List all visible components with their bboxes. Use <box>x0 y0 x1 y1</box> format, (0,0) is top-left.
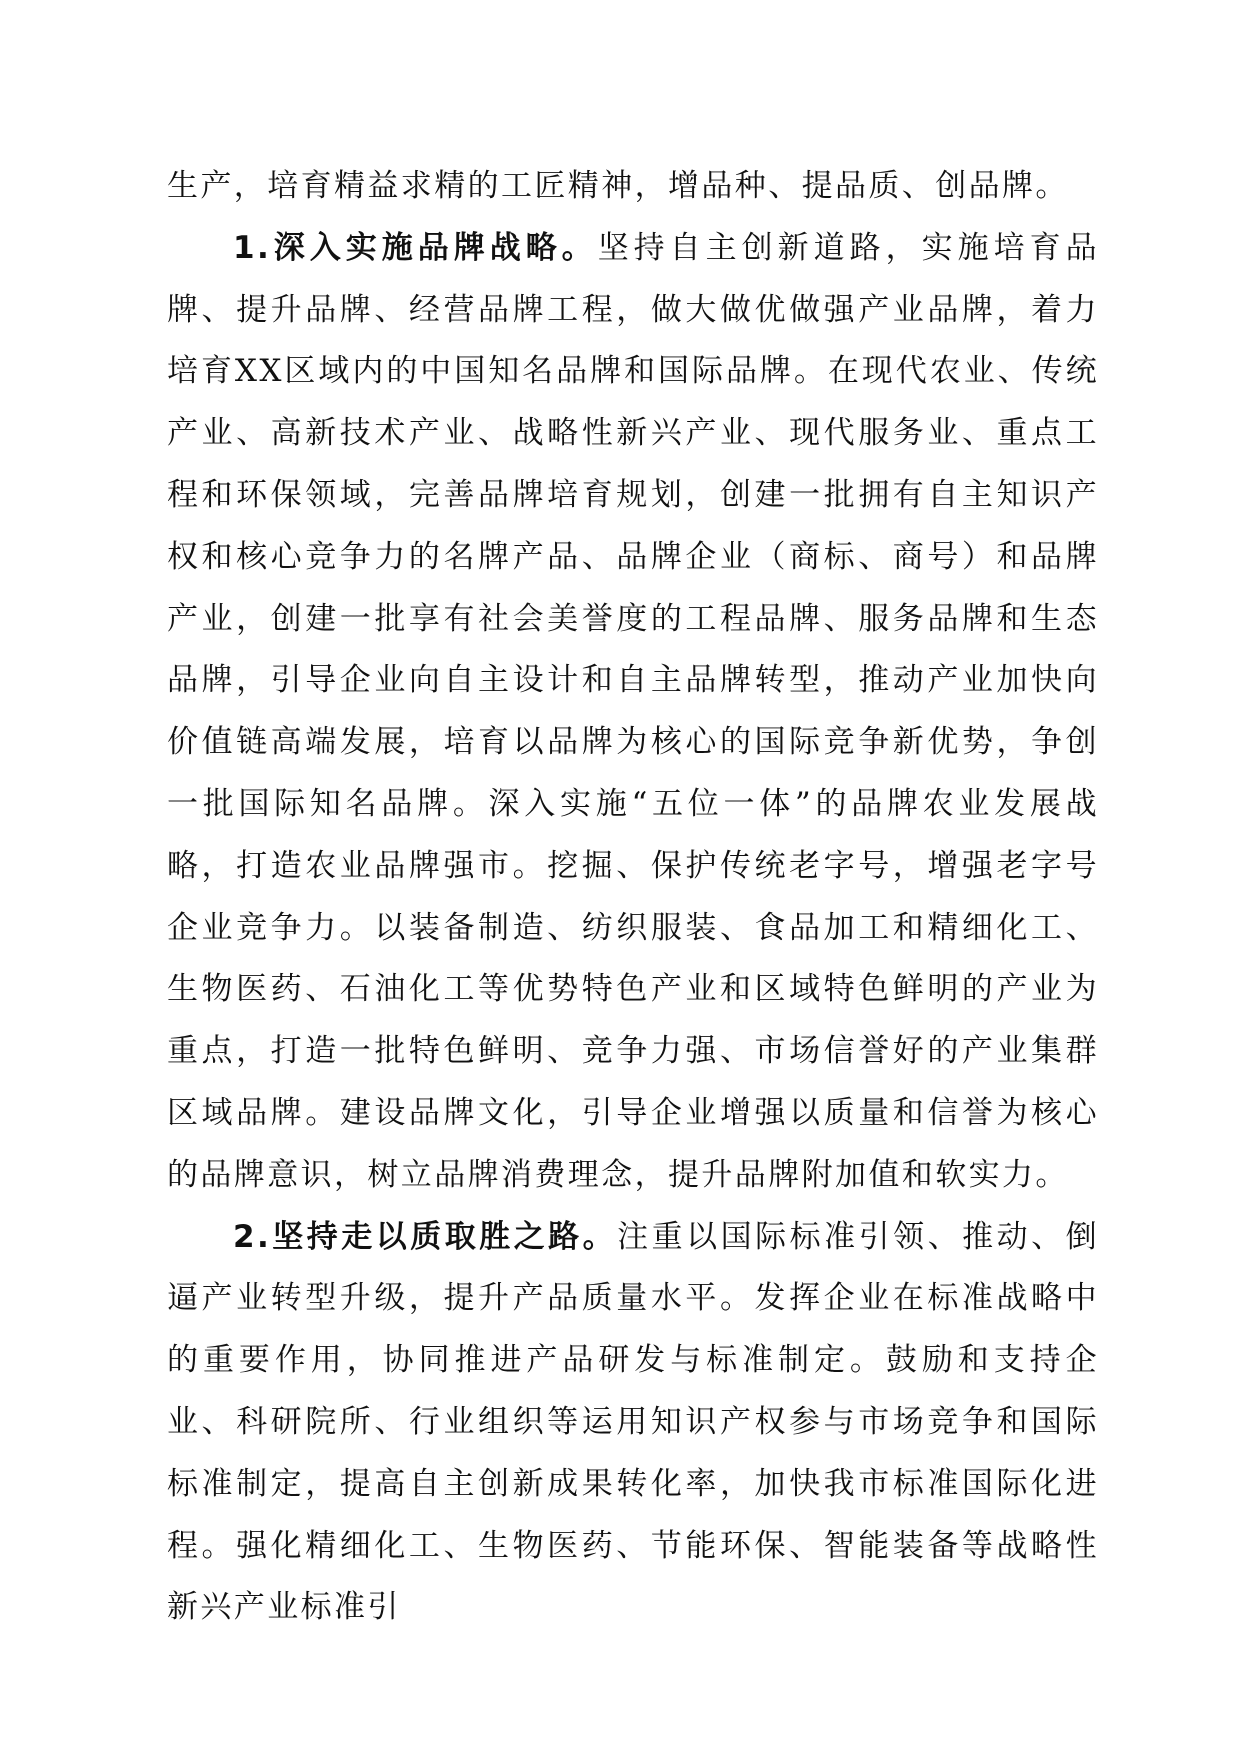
section-heading-brand-strategy: 1.深入实施品牌战略。 <box>233 229 598 266</box>
section-heading-quality: 2.坚持走以质取胜之路。 <box>233 1218 618 1255</box>
paragraph-continuation: 生产，培育精益求精的工匠精神，增品种、提品质、创品牌。 <box>167 168 1069 204</box>
section-body-brand-strategy: 坚持自主创新道路，实施培育品牌、提升品牌、经营品牌工程，做大做优做强产业品牌，着力培育XX区域内的中国知名品牌和国际品牌。在现代农业、传统产业、高新技术产业、战略性新兴产业、现代服务业、重点工程和环保领域，完善品牌培育规划，创建一批拥有自主知识产权和核心竞争力的名牌产品、品牌企业（商标、商号）和品牌产业，创建一批享有社会美誉度的工程品牌、服务品牌和生态品牌，引导企业向自主设计和自主品牌转型，推动产业加快向价值链高端发展，培育以品牌为核心的国际竞争新优势，争创一批国际知名品牌。深入实施“五位一体”的品牌农业发展战略，打造农业品牌强市。挖掘、保护传统老字号，增强老字号企业竞争力。以装备制造、纺织服装、食品加工和精细化工、生物医药、石油化工等优势特色产业和区域特色鲜明的产业为重点，打造一批特色鲜明、竞争力强、市场信誉好的产业集群区域品牌。建设品牌文化，引导企业增强以质量和信誉为核心的品牌意识，树立品牌消费理念，提升品牌附加值和软实力。 <box>167 229 1099 1193</box>
document-body <box>167 156 1099 1639</box>
section-body-quality: 注重以国际标准引领、推动、倒逼产业转型升级，提升产品质量水平。发挥企业在标准战略中的重要作用，协同推进产品研发与标准制定。鼓励和支持企业、科研院所、行业组织等运用知识产权参与市场竞争和国际标准制定，提高自主创新成果转化率，加快我市标准国际化进程。强化精细化工、生物医药、节能环保、智能装备等战略性新兴产业标准引 <box>167 1218 1099 1626</box>
paragraph-quality <box>167 1207 1099 1640</box>
paragraph-brand-strategy <box>167 218 1099 1207</box>
